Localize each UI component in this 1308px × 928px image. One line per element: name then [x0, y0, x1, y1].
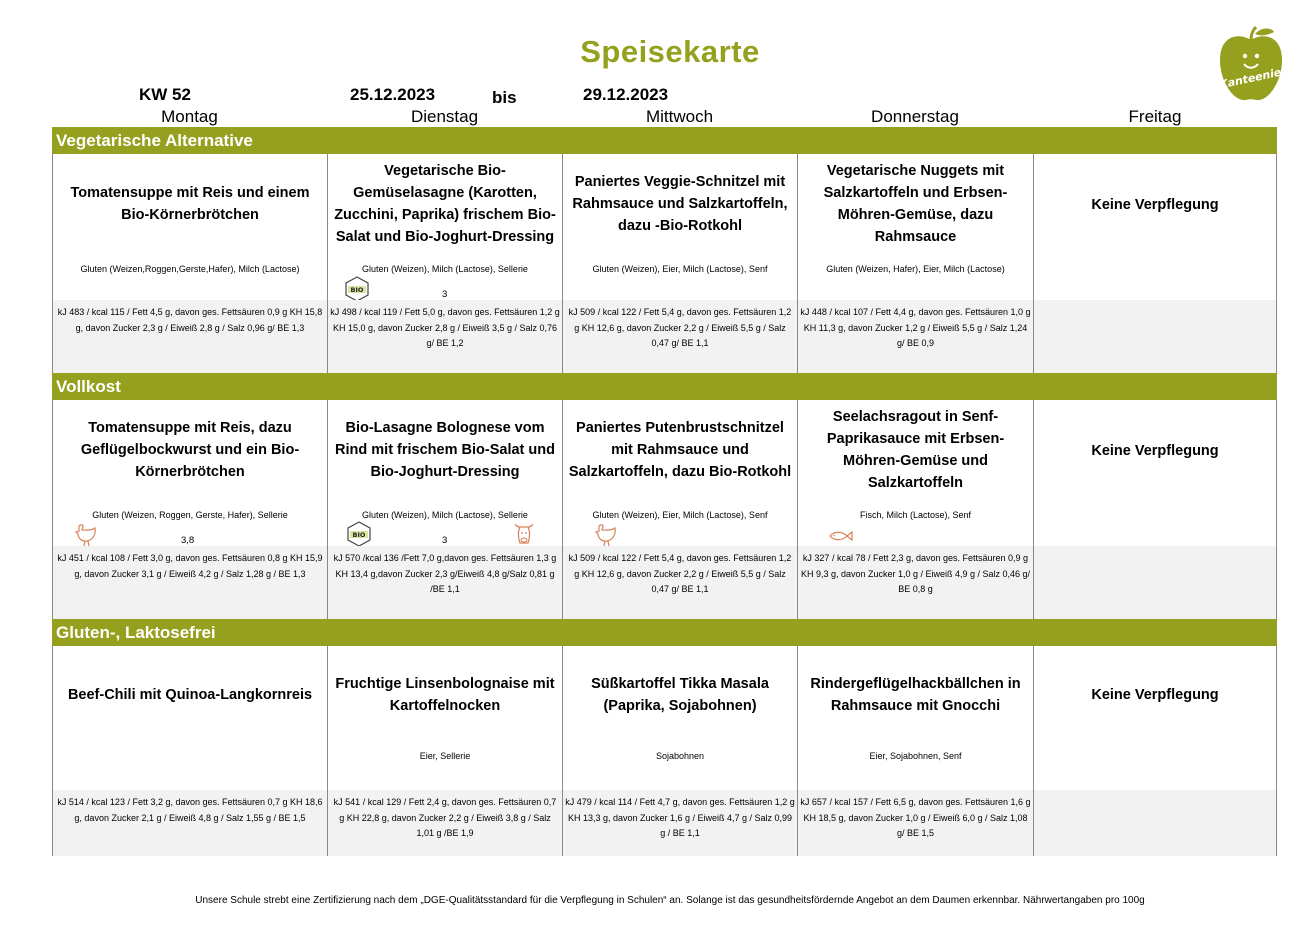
nutrition-cell [1033, 300, 1277, 373]
dish-name: Tomatensuppe mit Reis und einem Bio-Körnerbrötchen [70, 185, 310, 223]
menu-cell [327, 400, 562, 546]
nutrition-info: kJ 479 / kcal 114 / Fett 4,7 g, davon ges. Fettsäuren 1,2 g KH 13,3 g, davon Zucker 1,6 g / Eiweiß 4,7 g / Salz 0,99 g / BE 1,1 [565, 797, 795, 838]
allergens: Gluten (Weizen), Milch (Lactose), Sellerie [362, 510, 528, 520]
additives: 3 [442, 535, 448, 546]
dish-name: Seelachsragout in Senf-Paprikasauce mit Erbsen-Möhren-Gemüse und Salzkartoffeln [826, 409, 1005, 491]
dish-name: Beef-Chili mit Quinoa-Langkornreis [67, 687, 313, 703]
menu-cell [1033, 400, 1277, 546]
nutrition-info: kJ 541 / kcal 129 / Fett 2,4 g, davon ges. Fettsäuren 0,7 g KH 22,8 g, davon Zucker 2,2 g / Eiweiß 3,8 g / Salz 1,01 g /BE 1,9 [333, 797, 557, 838]
section-vegetarisch: Vegetarische Alternative [52, 127, 1277, 154]
nutrition-cell [327, 546, 562, 619]
logo-text: Kanteenie [1218, 65, 1283, 92]
menu-cell [562, 646, 797, 790]
nutrition-info: kJ 509 / kcal 122 / Fett 5,4 g, davon ges. Fettsäuren 1,2 g KH 12,6 g, davon Zucker 2,2 g / Eiweiß 5,5 g / Salz 0,47 g/ BE 1,1 [568, 553, 792, 594]
nutrition-cell [52, 300, 327, 373]
allergens: Sojabohnen [655, 751, 705, 761]
menu-cell [327, 154, 562, 300]
dish-name: Süßkartoffel Tikka Masala (Paprika, Sojabohnen) [591, 676, 769, 714]
dish-name: Bio-Lasagne Bolognese vom Rind mit frischem Bio-Salat und Bio-Joghurt-Dressing [335, 420, 555, 480]
menu-cell [1033, 154, 1277, 300]
nutrition-cell [797, 546, 1033, 619]
page-title: Speisekarte [580, 34, 760, 69]
allergens: Gluten (Weizen), Eier, Milch (Lactose), Senf [592, 264, 768, 274]
week-number: KW 52 [139, 85, 191, 104]
table-row [52, 790, 1277, 856]
nutrition-cell [562, 790, 797, 856]
dish-name: Fruchtige Linsenbolognaise mit Kartoffelnocken [335, 676, 555, 714]
bio-seal-icon [344, 276, 370, 302]
nutrition-info [1034, 300, 1276, 305]
nutrition-cell [797, 300, 1033, 373]
dish-name: Paniertes Putenbrustschnitzel mit Rahmsauce und Salzkartoffeln, dazu Bio-Rotkohl [568, 420, 792, 480]
menu-cell [562, 400, 797, 546]
nutrition-info: kJ 570 /kcal 136 /Fett 7,0 g,davon ges. Fettsäuren 1,3 g KH 13,4 g,davon Zucker 2,3 g/Eiweiß 4,8 g/Salz 0,81 g /BE 1,1 [333, 553, 557, 594]
nutrition-cell [327, 790, 562, 856]
nutrition-info: kJ 514 / kcal 123 / Fett 3,2 g, davon ges. Fettsäuren 0,7 g KH 18,6 g, davon Zucker 2,1 g / Eiweiß 4,8 g / Salz 1,55 g / BE 1,5 [57, 797, 323, 823]
allergens: Gluten (Weizen, Roggen, Gerste, Hafer), Sellerie [92, 510, 288, 520]
allergens: Gluten (Weizen), Eier, Milch (Lactose), Senf [592, 510, 768, 520]
chicken-icon [593, 522, 619, 548]
section-glutenfrei: Gluten-, Laktosefrei [52, 619, 1277, 646]
dish-name: Rindergeflügelhackbällchen in Rahmsauce mit Gnocchi [810, 676, 1021, 714]
date-bis: bis [492, 88, 517, 107]
menu-cell [327, 646, 562, 790]
table-row [52, 646, 1277, 790]
menu-cell [562, 154, 797, 300]
bio-seal-text: BIO [352, 531, 366, 539]
bio-seal-text: BIO [350, 286, 364, 294]
nutrition-info: kJ 483 / kcal 115 / Fett 4,5 g, davon ges. Fettsäuren 0,9 g KH 15,8 g, davon Zucker 2,3 g / Eiweiß 2,8 g / Salz 0,96 g/ BE 1,3 [57, 307, 323, 333]
allergens: Eier, Sojabohnen, Senf [869, 751, 962, 761]
menu-grid [52, 127, 1277, 856]
table-row [52, 546, 1277, 619]
menu-cell [797, 400, 1033, 546]
dish-name: Keine Verpflegung [1091, 687, 1219, 703]
nutrition-cell [562, 546, 797, 619]
nutrition-info: kJ 327 / kcal 78 / Fett 2,3 g, davon ges. Fettsäuren 0,9 g KH 9,3 g, davon Zucker 1,0 g / Eiweiß 4,9 g / Salz 0,46 g/ BE 0,8 g [800, 553, 1031, 594]
footer-note: Unsere Schule strebt eine Zertifizierung nach dem „DGE-Qualitätsstandard für die Verpflegung in Schulen“ an. Solange ist das gesundheitsfördernde Angebot an dem Daumen erkennbar. Nährwertangaben pro 100g [195, 895, 1145, 906]
chicken-icon [73, 522, 99, 548]
fish-icon [828, 530, 854, 542]
allergens: Gluten (Weizen,Roggen,Gerste,Hafer), Milch (Lactose) [80, 264, 300, 274]
nutrition-cell [52, 546, 327, 619]
nutrition-info [1034, 790, 1276, 795]
nutrition-cell [562, 300, 797, 373]
dish-name: Vegetarische Nuggets mit Salzkartoffeln und Erbsen-Möhren-Gemüse, dazu Rahmsauce [823, 163, 1008, 245]
kanteenie-apple-logo [1218, 26, 1284, 104]
allergens: Gluten (Weizen, Hafer), Eier, Milch (Lactose) [826, 264, 1005, 274]
table-row [52, 400, 1277, 546]
dish-name: Keine Verpflegung [1091, 443, 1219, 459]
dish-name: Paniertes Veggie-Schnitzel mit Rahmsauce und Salzkartoffeln, dazu -Bio-Rotkohl [572, 174, 788, 234]
day-donnerstag: Donnerstag [871, 107, 959, 126]
bio-seal-icon [346, 521, 372, 547]
nutrition-cell [797, 790, 1033, 856]
nutrition-info: kJ 509 / kcal 122 / Fett 5,4 g, davon ges. Fettsäuren 1,2 g KH 12,6 g, davon Zucker 2,2 g / Eiweiß 5,5 g / Salz 0,47 g/ BE 1,1 [568, 307, 792, 348]
table-row [52, 300, 1277, 373]
menu-cell [797, 154, 1033, 300]
dish-name: Tomatensuppe mit Reis, dazu Geflügelbockwurst und ein Bio-Körnerbrötchen [80, 420, 300, 480]
nutrition-info: kJ 657 / kcal 157 / Fett 6,5 g, davon ges. Fettsäuren 1,6 g KH 18,5 g, davon Zucker 1,0 g / Eiweiß 6,0 g / Salz 1,08 g/ BE 1,5 [800, 797, 1031, 838]
dish-name: Vegetarische Bio-Gemüselasagne (Karotten, Zucchini, Paprika) frischem Bio-Salat und Bio-Joghurt-Dressing [334, 163, 556, 245]
additives: 3 [442, 289, 448, 300]
allergens: Eier, Sellerie [419, 751, 471, 761]
nutrition-info: kJ 498 / kcal 119 / Fett 5,0 g, davon ges. Fettsäuren 1,2 g KH 15,0 g, davon Zucker 2,8 g / Eiweiß 3,5 g / Salz 0,76 g/ BE 1,2 [330, 307, 560, 348]
nutrition-cell [1033, 546, 1277, 619]
menu-cell [1033, 646, 1277, 790]
menu-cell [52, 154, 327, 300]
nutrition-cell [327, 300, 562, 373]
additives: 3,8 [181, 535, 195, 546]
menu-cell [52, 400, 327, 546]
nutrition-info: kJ 451 / kcal 108 / Fett 3,0 g, davon ges. Fettsäuren 0,8 g KH 15,9 g, davon Zucker 3,1 g / Eiweiß 4,2 g / Salz 1,28 g / BE 1,3 [57, 553, 323, 579]
menu-cell [797, 646, 1033, 790]
section-vollkost: Vollkost [52, 373, 1277, 400]
nutrition-cell [52, 790, 327, 856]
cow-icon [512, 521, 536, 547]
day-montag: Montag [161, 107, 218, 126]
date-from: 25.12.2023 [350, 85, 436, 104]
day-mittwoch: Mittwoch [645, 107, 714, 126]
nutrition-cell [1033, 790, 1277, 856]
dish-name: Keine Verpflegung [1091, 197, 1219, 213]
day-dienstag: Dienstag [410, 107, 479, 126]
allergens: Fisch, Milch (Lactose), Senf [859, 510, 972, 520]
allergens: Gluten (Weizen), Milch (Lactose), Sellerie [362, 264, 528, 274]
nutrition-info: kJ 448 / kcal 107 / Fett 4,4 g, davon ges. Fettsäuren 1,0 g KH 11,3 g, davon Zucker 1,2 g / Eiweiß 5,5 g / Salz 1,24 g/ BE 0,9 [800, 307, 1031, 348]
table-row [52, 154, 1277, 300]
day-freitag: Freitag [1128, 107, 1182, 126]
date-to: 29.12.2023 [583, 85, 669, 104]
nutrition-info [1034, 546, 1276, 551]
menu-cell [52, 646, 327, 790]
